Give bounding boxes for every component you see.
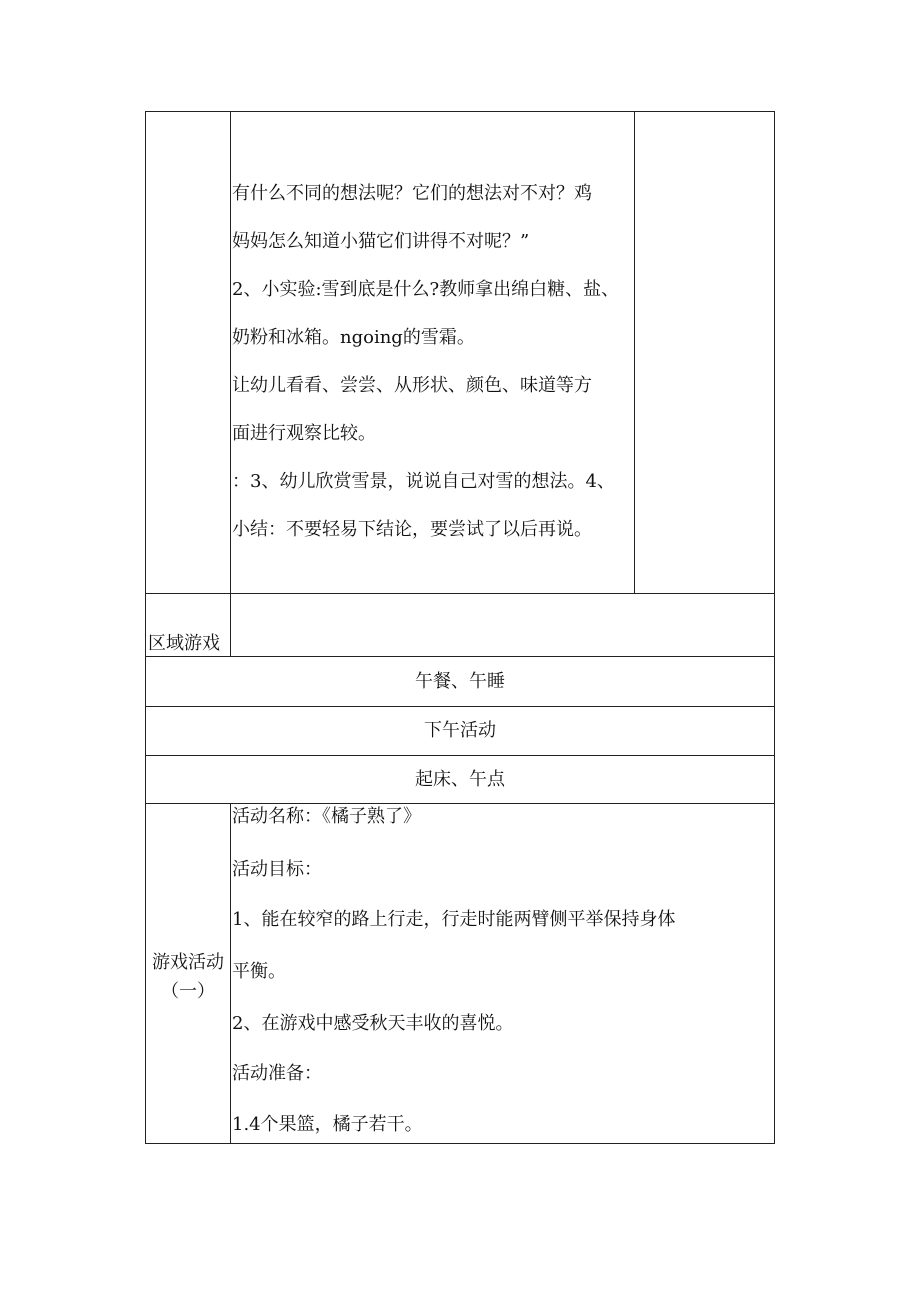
text-line: 2、在游戏中感受秋天丰收的喜悦。 — [232, 1013, 514, 1034]
table-border-bottom — [145, 1143, 775, 1144]
text-line: 1.4个果篮，橘子若干。 — [232, 1114, 423, 1135]
table-divider — [145, 706, 775, 707]
text-line: 面进行观察比较。 — [232, 423, 376, 444]
afternoon-activity-row: 下午活动 — [424, 720, 496, 741]
table-divider — [145, 803, 775, 804]
table-divider — [145, 755, 775, 756]
text-line: 奶粉和冰箱。ngoing的雪霜。 — [232, 327, 475, 348]
notes-column-divider — [634, 111, 635, 594]
table-border-right — [774, 111, 775, 1144]
table-divider — [145, 656, 775, 657]
lunch-nap-row: 午餐、午睡 — [415, 671, 505, 692]
text-line: 活动名称：《橘子熟了》 — [232, 806, 421, 827]
wake-snack-row: 起床、午点 — [415, 769, 505, 790]
text-line: 2、小实验:雪到底是什么?教师拿出绵白糖、盐、 — [232, 279, 620, 300]
table-border-top — [145, 111, 775, 112]
game-activity-label: 游戏活动 — [152, 952, 224, 973]
text-line: 小结：不要轻易下结论，要尝试了以后再说。 — [232, 519, 592, 540]
table-divider — [145, 593, 775, 594]
text-line: ：3、幼儿欣赏雪景，说说自己对雪的想法。4、 — [232, 471, 615, 492]
text-line: 活动准备： — [232, 1063, 322, 1084]
text-line: 让幼儿看看、尝尝、从形状、颜色、味道等方 — [232, 375, 592, 396]
text-line: 1、能在较窄的路上行走，行走时能两臂侧平举保持身体 — [232, 909, 676, 930]
text-line: 平衡。 — [232, 961, 286, 982]
region-game-label: 区域游戏 — [148, 633, 220, 654]
text-line: 活动目标： — [232, 859, 322, 880]
label-column-divider — [230, 111, 231, 657]
game-activity-number: （一） — [161, 981, 215, 1002]
text-line: 妈妈怎么知道小猫它们讲得不对呢？” — [232, 231, 530, 252]
text-line: 有什么不同的想法呢？它们的想法对不对？鸡 — [232, 183, 592, 204]
